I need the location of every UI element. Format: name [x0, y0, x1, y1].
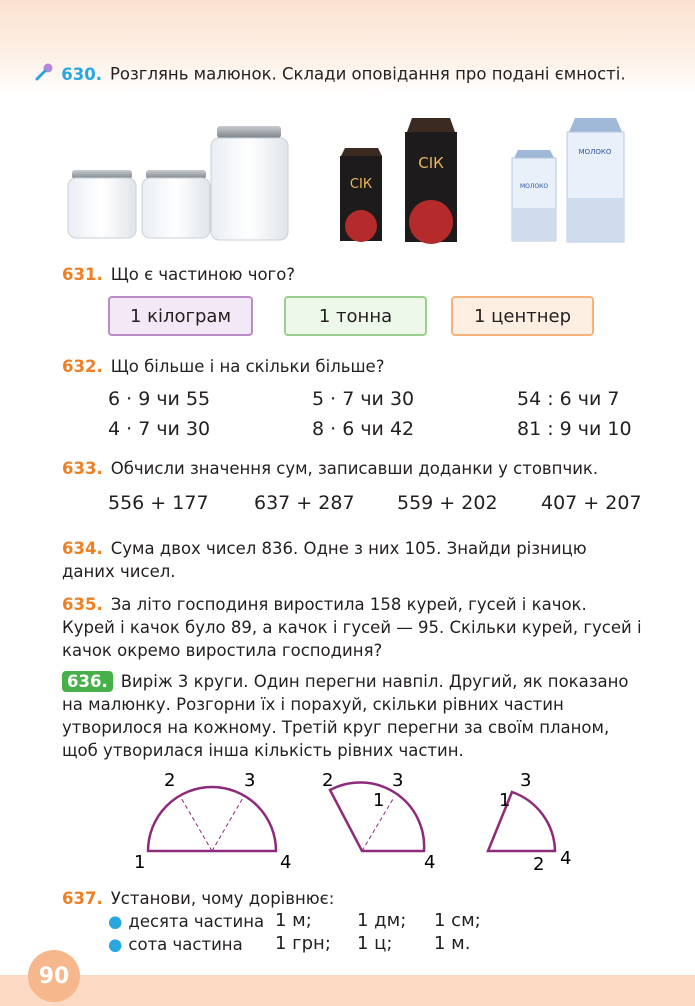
containers-illustration — [60, 118, 650, 253]
box-centner: 1 центнер — [451, 296, 594, 336]
task-number: 633. — [62, 459, 103, 478]
task-633 — [62, 457, 598, 480]
bullet-icon: ● — [108, 935, 123, 954]
small-milk-pack — [512, 150, 556, 241]
svg-text:1: 1 — [134, 852, 146, 873]
svg-text:МОЛОКО: МОЛОКО — [578, 148, 612, 156]
figure-half-circle — [134, 770, 291, 873]
svg-text:2: 2 — [533, 854, 545, 875]
bullet-icon: ● — [108, 912, 123, 931]
task-number: 630. — [61, 64, 102, 84]
task-630 — [34, 62, 674, 88]
sum-1: 556 + 177 — [108, 492, 209, 514]
svg-text:4: 4 — [280, 852, 292, 873]
svg-text:4: 4 — [560, 848, 572, 869]
compare-2-2: 8 · 6 чи 42 — [312, 418, 415, 440]
large-milk-pack — [567, 118, 624, 242]
svg-text:2: 2 — [164, 770, 176, 791]
tenth-val-1: 1 м; — [275, 910, 312, 931]
compare-2-3: 81 : 9 чи 10 — [517, 418, 632, 440]
page-number: 90 — [28, 950, 80, 1002]
task-635 — [62, 593, 642, 662]
large-juice-pack — [405, 118, 457, 244]
figure-quarter-fold — [322, 770, 435, 873]
task-631 — [62, 263, 295, 286]
compare-1-3: 54 : 6 чи 7 — [517, 388, 620, 410]
task-text: Виріж 3 круги. Один перегни навпіл. Другий, як показано на малюнку. Розгорни їх і порахуй, скільки рівних частин утворилося на кожному. Третій круг перегни за своїм планом, щоб утворилася інша кількість рівних частин. — [62, 672, 629, 760]
task-text: Установи, чому дорівнює: — [110, 889, 335, 908]
task-number: 637. — [62, 889, 103, 908]
svg-text:2: 2 — [322, 770, 334, 791]
small-juice-pack — [340, 148, 382, 242]
hundredth-val-3: 1 м. — [434, 933, 471, 954]
task-number: 631. — [62, 265, 103, 284]
svg-text:1: 1 — [373, 790, 385, 811]
bottom-band — [0, 975, 695, 1006]
small-jar-2 — [142, 170, 210, 238]
svg-text:3: 3 — [392, 770, 404, 791]
task-636 — [62, 670, 642, 762]
box-tonne: 1 тонна — [284, 296, 427, 336]
task-number: 634. — [62, 539, 103, 558]
hundredth-val-1: 1 грн; — [275, 933, 331, 954]
svg-text:СІК: СІК — [418, 154, 444, 172]
svg-text:4: 4 — [424, 852, 436, 873]
sum-3: 559 + 202 — [397, 492, 498, 514]
compare-1-2: 5 · 7 чи 30 — [312, 388, 415, 410]
task-number: 636. — [62, 671, 113, 692]
figure-third-fold — [488, 770, 571, 875]
decorative-digits — [0, 0, 695, 40]
task-text: Що є частиною чого? — [110, 265, 296, 284]
svg-text:СІК: СІК — [349, 177, 373, 192]
tenth-val-3: 1 см; — [434, 910, 481, 931]
task-text: Сума двох чисел 836. Одне з них 105. Знайди різницю даних чисел. — [62, 539, 587, 581]
svg-text:3: 3 — [520, 770, 532, 791]
svg-text:МОЛОКО: МОЛОКО — [519, 183, 549, 190]
svg-text:1: 1 — [499, 790, 511, 811]
folding-figures — [130, 766, 590, 878]
hundredth-val-2: 1 ц; — [357, 933, 393, 954]
task-637 — [62, 887, 334, 910]
svg-text:3: 3 — [244, 770, 256, 791]
task-number: 632. — [62, 357, 103, 376]
tenth-val-2: 1 дм; — [357, 910, 407, 931]
compare-1-1: 6 · 9 чи 55 — [108, 388, 211, 410]
task-634 — [62, 537, 642, 583]
item-hundredth: ● сота частина — [108, 935, 243, 954]
box-kilogram: 1 кілограм — [108, 296, 253, 336]
small-jar-1 — [68, 170, 136, 238]
task-text: За літо господиня виростила 158 курей, гусей і качок. Курей і качок було 89, а качок і гусей — 95. Скільки курей, гусей і качок окремо виростила господиня? — [62, 595, 642, 660]
sum-4: 407 + 207 — [541, 492, 642, 514]
microphone-icon — [34, 62, 56, 88]
item-tenth: ● десята частина — [108, 912, 265, 931]
task-text: Обчисли значення сум, записавши доданки у стовпчик. — [110, 459, 599, 478]
sum-2: 637 + 287 — [254, 492, 355, 514]
task-632 — [62, 355, 384, 378]
task-text: Що більше і на скільки більше? — [110, 357, 385, 376]
compare-2-1: 4 · 7 чи 30 — [108, 418, 211, 440]
task-text: Розглянь малюнок. Склади оповідання про подані ємності. — [109, 64, 626, 84]
task-number: 635. — [62, 595, 103, 614]
large-jar — [211, 126, 288, 240]
